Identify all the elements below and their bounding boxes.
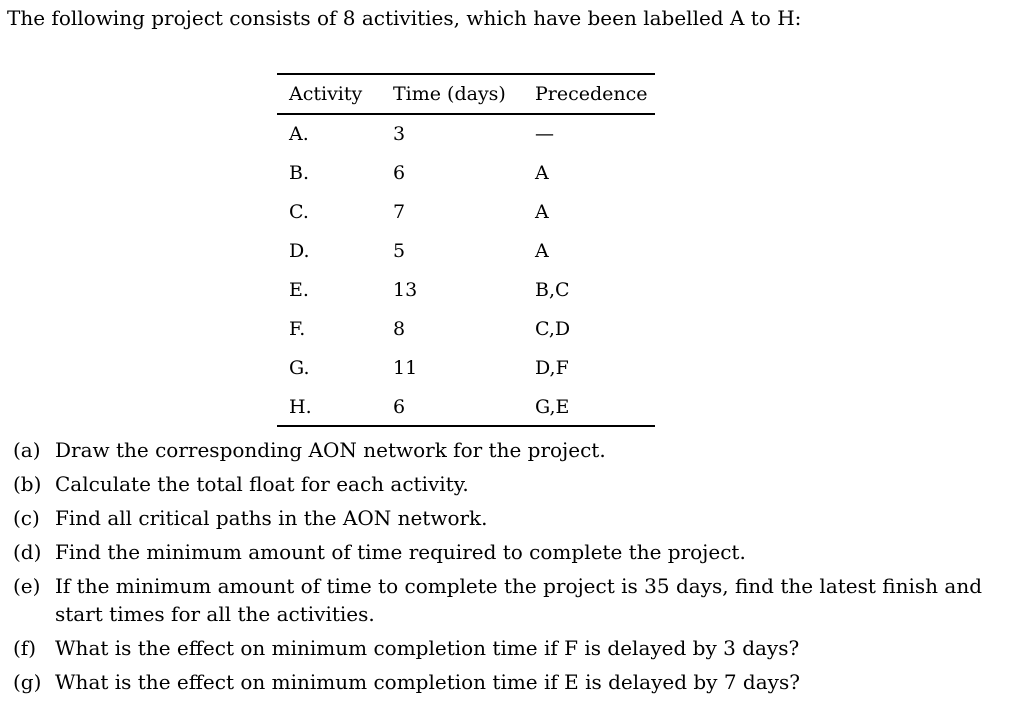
question-label: (g) (13, 670, 42, 694)
table-top-rule (277, 73, 655, 75)
question-a (13, 436, 1013, 464)
question-d (13, 538, 1013, 566)
question-label: (a) (13, 438, 41, 462)
row-a-precedence: — (535, 123, 554, 145)
question-list (13, 436, 1013, 702)
question-text: If the minimum amount of time to complete the project is 35 days, find the latest finish and start times for all the activities. (55, 574, 983, 626)
row-g-precedence: D,F (535, 357, 569, 379)
row-f-precedence: C,D (535, 318, 571, 340)
question-text: Find all critical paths in the AON network. (55, 506, 488, 530)
question-text: What is the effect on minimum completion time if F is delayed by 3 days? (55, 636, 800, 660)
question-label: (c) (13, 506, 40, 530)
question-text: Calculate the total float for each activity. (55, 472, 469, 496)
question-label: (f) (13, 636, 37, 660)
row-a-activity: A. (289, 123, 309, 145)
question-text: Find the minimum amount of time required to complete the project. (55, 540, 746, 564)
question-c (13, 504, 1013, 532)
row-g-time: 11 (393, 357, 418, 379)
row-h-time: 6 (393, 396, 406, 418)
header-activity: Activity (289, 83, 363, 105)
row-b-time: 6 (393, 162, 406, 184)
row-h-precedence: G,E (535, 396, 570, 418)
row-c-activity: C. (289, 201, 309, 223)
row-h-activity: H. (289, 396, 312, 418)
row-b-precedence: A (535, 162, 549, 184)
question-text: What is the effect on minimum completion time if E is delayed by 7 days? (55, 670, 800, 694)
header-time: Time (days) (393, 83, 506, 105)
table-bottom-rule (277, 425, 655, 427)
row-f-activity: F. (289, 318, 306, 340)
row-a-time: 3 (393, 123, 406, 145)
question-e (13, 572, 1013, 628)
table-header-rule (277, 113, 655, 115)
question-label: (d) (13, 540, 42, 564)
row-c-precedence: A (535, 201, 549, 223)
row-c-time: 7 (393, 201, 406, 223)
row-f-time: 8 (393, 318, 406, 340)
header-precedence: Precedence (535, 83, 648, 105)
question-label: (e) (13, 574, 41, 598)
question-g (13, 668, 1013, 696)
row-d-precedence: A (535, 240, 549, 262)
row-d-activity: D. (289, 240, 310, 262)
row-g-activity: G. (289, 357, 310, 379)
row-e-precedence: B,C (535, 279, 570, 301)
row-e-activity: E. (289, 279, 309, 301)
intro-text: The following project consists of 8 activities, which have been labelled A to H: (7, 6, 802, 30)
row-e-time: 13 (393, 279, 418, 301)
question-f (13, 634, 1013, 662)
row-b-activity: B. (289, 162, 310, 184)
row-d-time: 5 (393, 240, 406, 262)
question-label: (b) (13, 472, 42, 496)
question-b (13, 470, 1013, 498)
question-text: Draw the corresponding AON network for the project. (55, 438, 606, 462)
